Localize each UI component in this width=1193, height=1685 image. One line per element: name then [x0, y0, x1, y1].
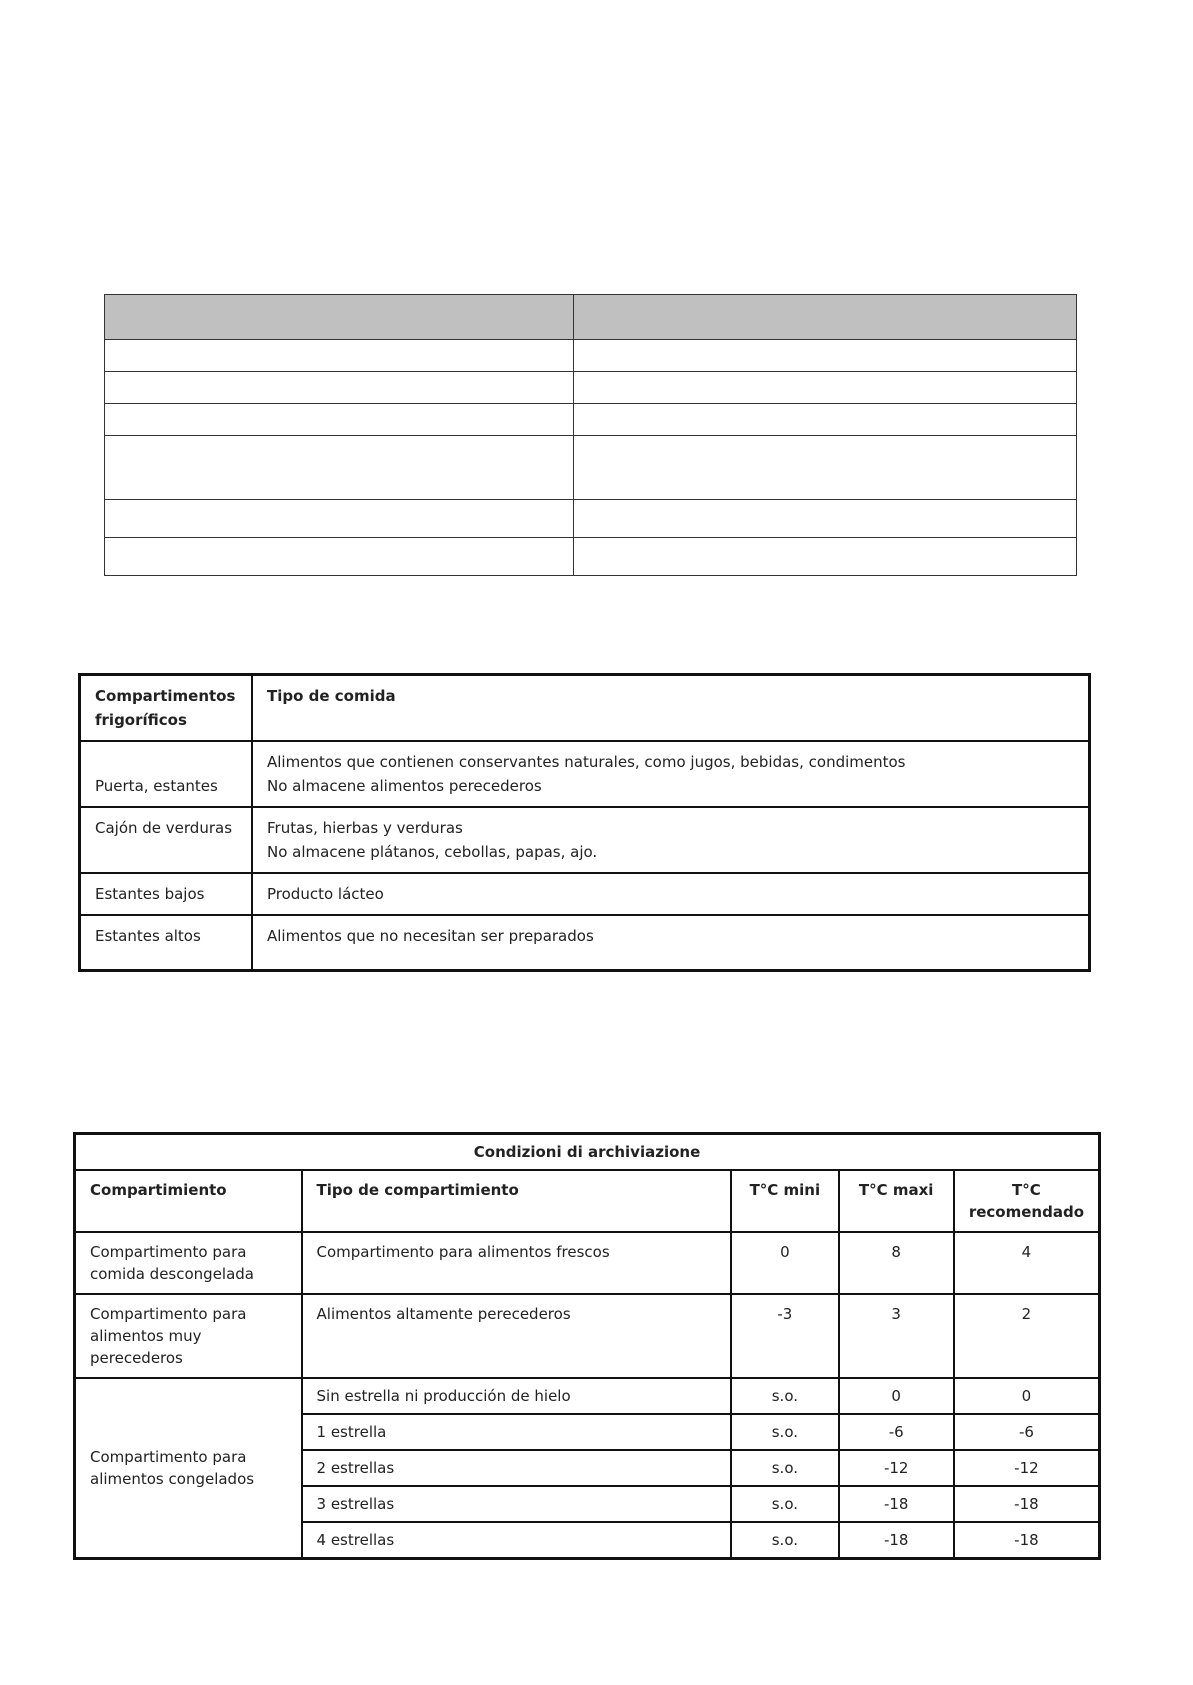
- empty-cell: [574, 340, 1077, 372]
- temp-recommended-cell: -18: [954, 1486, 1100, 1522]
- storage-table-title: Condizioni di archiviazione: [75, 1134, 1100, 1171]
- empty-table-row: [105, 436, 1077, 500]
- empty-table-row: [105, 340, 1077, 372]
- food-line: Alimentos que no necesitan ser preparados: [267, 927, 594, 945]
- compartment-cell: Estantes bajos: [80, 873, 253, 915]
- empty-cell: [574, 404, 1077, 436]
- temp-min-cell: -3: [731, 1294, 838, 1378]
- empty-cell: [105, 500, 574, 538]
- fridge-table-row: [80, 915, 1090, 970]
- header-compartment-type: Tipo de compartimiento: [302, 1170, 732, 1232]
- temp-recommended-cell: 0: [954, 1378, 1100, 1414]
- compartment-type-cell: Compartimento para alimentos frescos: [302, 1232, 732, 1294]
- food-line: Producto lácteo: [267, 885, 384, 903]
- empty-cell: [105, 372, 574, 404]
- food-type-cell: [252, 741, 1090, 807]
- header-compartment: Compartimentos frigoríficos: [80, 675, 253, 742]
- food-type-cell: [252, 873, 1090, 915]
- empty-table-header-row: [105, 295, 1077, 340]
- food-line: Alimentos que contienen conservantes naturales, como jugos, bebidas, condimentos: [267, 753, 906, 771]
- empty-cell: [574, 500, 1077, 538]
- empty-table-row: [105, 500, 1077, 538]
- fridge-table-row: [80, 807, 1090, 873]
- food-line: No almacene alimentos perecederos: [267, 777, 542, 795]
- empty-table-row: [105, 538, 1077, 576]
- storage-row: [75, 1294, 1100, 1378]
- empty-cell: [574, 372, 1077, 404]
- compartment-type-cell: Alimentos altamente perecederos: [302, 1294, 732, 1378]
- fridge-table-row: [80, 741, 1090, 807]
- empty-table-row: [105, 404, 1077, 436]
- empty-header-cell: [574, 295, 1077, 340]
- temp-recommended-cell: -18: [954, 1522, 1100, 1559]
- storage-row: [75, 1378, 1100, 1414]
- empty-cell: [105, 436, 574, 500]
- temp-min-cell: s.o.: [731, 1378, 838, 1414]
- temp-min-cell: s.o.: [731, 1450, 838, 1486]
- temp-max-cell: 0: [839, 1378, 954, 1414]
- temp-recommended-cell: 4: [954, 1232, 1100, 1294]
- header-temp-recommended: T°C recomendado: [954, 1170, 1100, 1232]
- temp-max-cell: -12: [839, 1450, 954, 1486]
- storage-title-row: [75, 1134, 1100, 1171]
- temp-max-cell: 3: [839, 1294, 954, 1378]
- storage-conditions-table: [73, 1132, 1101, 1560]
- empty-header-cell: [105, 295, 574, 340]
- food-type-cell: [252, 807, 1090, 873]
- empty-cell: [574, 538, 1077, 576]
- header-temp-min: T°C mini: [731, 1170, 838, 1232]
- compartment-type-cell: 3 estrellas: [302, 1486, 732, 1522]
- food-type-cell: [252, 915, 1090, 970]
- temp-min-cell: 0: [731, 1232, 838, 1294]
- fridge-table-header-row: [80, 675, 1090, 742]
- temp-recommended-cell: 2: [954, 1294, 1100, 1378]
- compartment-cell: Estantes altos: [80, 915, 253, 970]
- fridge-compartments-table: [78, 673, 1091, 972]
- temp-recommended-cell: -6: [954, 1414, 1100, 1450]
- compartment-cell: Compartimento para alimentos muy perecederos: [75, 1294, 302, 1378]
- temp-max-cell: 8: [839, 1232, 954, 1294]
- temp-min-cell: s.o.: [731, 1522, 838, 1559]
- temp-recommended-cell: -12: [954, 1450, 1100, 1486]
- header-compartment: Compartimiento: [75, 1170, 302, 1232]
- empty-cell: [105, 538, 574, 576]
- empty-table: [104, 294, 1077, 576]
- compartment-cell: Compartimento para comida descongelada: [75, 1232, 302, 1294]
- fridge-table-row: [80, 873, 1090, 915]
- storage-header-row: [75, 1170, 1100, 1232]
- compartment-type-cell: 1 estrella: [302, 1414, 732, 1450]
- temp-min-cell: s.o.: [731, 1486, 838, 1522]
- food-line: No almacene plátanos, cebollas, papas, ajo.: [267, 843, 598, 861]
- temp-min-cell: s.o.: [731, 1414, 838, 1450]
- empty-cell: [105, 404, 574, 436]
- empty-cell: [574, 436, 1077, 500]
- temp-max-cell: -18: [839, 1522, 954, 1559]
- empty-cell: [105, 340, 574, 372]
- food-line: Frutas, hierbas y verduras: [267, 819, 463, 837]
- compartment-cell: Puerta, estantes: [80, 741, 253, 807]
- temp-max-cell: -18: [839, 1486, 954, 1522]
- empty-table-row: [105, 372, 1077, 404]
- header-food-type: Tipo de comida: [252, 675, 1090, 742]
- frozen-compartment-cell: Compartimento para alimentos congelados: [75, 1378, 302, 1559]
- compartment-type-cell: 4 estrellas: [302, 1522, 732, 1559]
- compartment-type-cell: 2 estrellas: [302, 1450, 732, 1486]
- temp-max-cell: -6: [839, 1414, 954, 1450]
- storage-row: [75, 1232, 1100, 1294]
- compartment-type-cell: Sin estrella ni producción de hielo: [302, 1378, 732, 1414]
- compartment-cell: Cajón de verduras: [80, 807, 253, 873]
- header-temp-max: T°C maxi: [839, 1170, 954, 1232]
